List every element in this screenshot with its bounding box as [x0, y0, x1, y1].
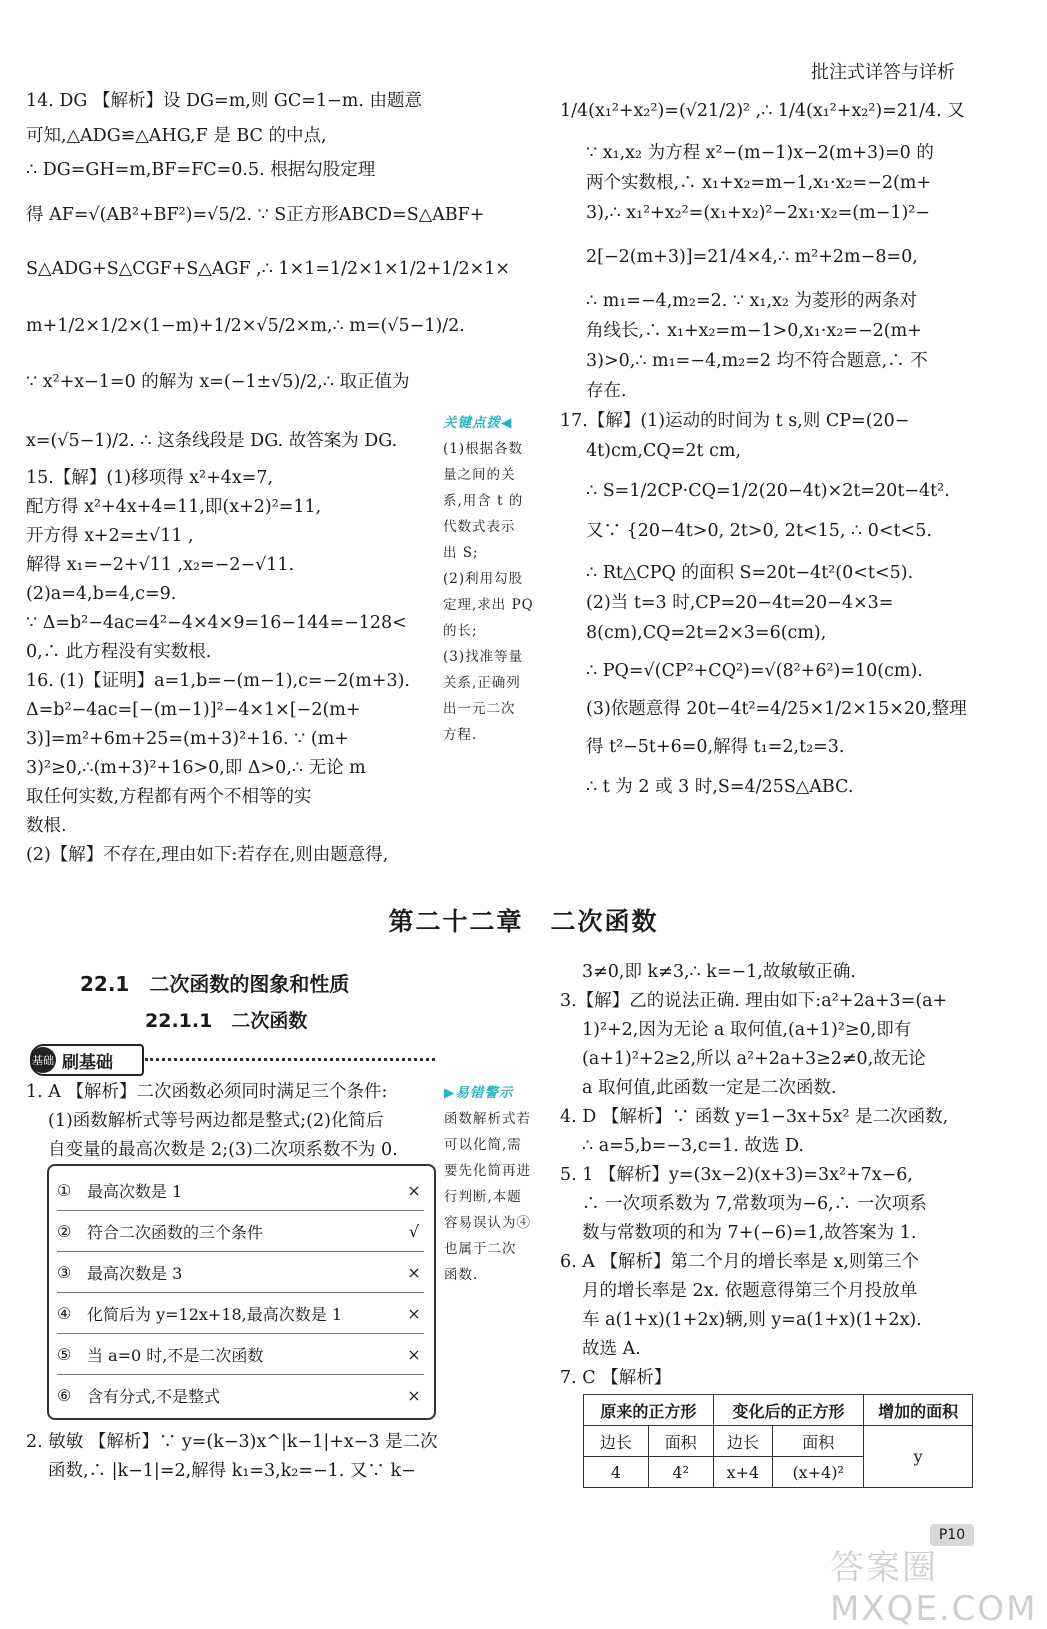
text-line: 4. D 【解析】∵ 函数 y=1−3x+5x² 是二次函数,: [560, 1107, 949, 1127]
text-line: (2)当 t=3 时,CP=20−4t=20−4×3=: [586, 593, 894, 613]
tip-line: (2)利用勾股: [443, 571, 524, 587]
text-line: 数与常数项的和为 7+(−6)=1,故答案为 1.: [582, 1223, 917, 1243]
text-line: 7. C 【解析】: [560, 1368, 672, 1388]
text-line: ∴ PQ=√(CP²+CQ²)=√(8²+6²)=10(cm).: [586, 661, 923, 681]
chapter-title: 第二十二章 二次函数: [388, 907, 659, 936]
text-line: 角线长,∴ x₁+x₂=m−1>0,x₁·x₂=−2(m+: [586, 321, 922, 341]
tip-line: 出 S;: [443, 545, 479, 561]
left-column-mid: [26, 464, 436, 870]
text-line: ∴ m₁=−4,m₂=2. ∵ x₁,x₂ 为菱形的两条对: [586, 291, 917, 311]
tip-line: 要先化简再进: [444, 1163, 531, 1179]
text-line: 又∵ {20−4t>0, 2t>0, 2t<15, ∴ 0<t<5.: [586, 521, 932, 541]
table-cell: 面积: [648, 1426, 713, 1457]
tip-line: 的长;: [443, 623, 478, 639]
checklist-row: [57, 1375, 424, 1415]
table-header: 原来的正方形: [584, 1395, 714, 1426]
tip-line: (1)根据各数: [443, 441, 524, 457]
text-line: ∴ DG=GH=m,BF=FC=0.5. 根据勾股定理: [26, 160, 376, 180]
text-line: ∵ Δ=b²−4ac=4²−4×4×9=16−144=−128<: [26, 613, 407, 633]
tip-line: 代数式表示: [443, 519, 516, 535]
table-cell: x+4: [713, 1457, 773, 1488]
row-text: 含有分式,不是整式: [87, 1386, 221, 1406]
watermark: 答案圈 MXQE.COM: [830, 1548, 1038, 1629]
checklist-row: [57, 1170, 424, 1211]
text-line: 17.【解】(1)运动的时间为 t s,则 CP=(20−: [560, 411, 910, 431]
text-line: 函数,∴ |k−1|=2,解得 k₁=3,k₂=−1. 又∵ k−: [48, 1461, 416, 1481]
answer-table: [583, 1394, 973, 1488]
cross-icon: ×: [407, 1344, 421, 1364]
tip-line: 系,用含 t 的: [443, 493, 524, 509]
tip-line: 可以化简,需: [444, 1137, 522, 1153]
text-line: (1)函数解析式等号两边都是整式;(2)化简后: [48, 1111, 384, 1131]
tip-line: 容易误认为④: [444, 1215, 531, 1231]
table-cell: y: [864, 1426, 973, 1488]
text-line: 取任何实数,方程都有两个不相等的实: [26, 787, 312, 807]
row-number: ②: [57, 1221, 72, 1241]
row-text: 化简后为 y=12x+18,最高次数是 1: [87, 1304, 343, 1324]
row-number: ⑥: [57, 1385, 72, 1405]
badge-icon: 基础: [30, 1047, 56, 1073]
text-line: 两个实数根,∴ x₁+x₂=m−1,x₁·x₂=−2(m+: [586, 173, 932, 193]
text-line: 8(cm),CQ=2t=2×3=6(cm),: [586, 623, 827, 643]
section-subtitle: 22.1.1 二次函数: [145, 1010, 308, 1032]
cross-icon: ×: [407, 1385, 421, 1405]
tip-line: 量之间的关: [443, 467, 516, 483]
text-line: 存在.: [586, 381, 627, 401]
mistake-tip-title: ▶易错警示: [444, 1085, 514, 1101]
text-line: (3)依题意得 20t−4t²=4/25×1/2×15×20,整理: [586, 699, 967, 719]
text-line: ∴ S=1/2CP·CQ=1/2(20−4t)×2t=20t−4t².: [586, 481, 950, 501]
table-cell: (x+4)²: [773, 1457, 864, 1488]
text-line: ∵ x₁,x₂ 为方程 x²−(m−1)x−2(m+3)=0 的: [586, 143, 934, 163]
text-line: 1. A 【解析】二次函数必须同时满足三个条件:: [26, 1082, 388, 1102]
text-line: 0,∴ 此方程没有实数根.: [26, 642, 212, 662]
text-line: 自变量的最高次数是 2;(3)二次项系数不为 0.: [48, 1140, 398, 1160]
row-number: ③: [57, 1262, 72, 1282]
text-line: 3)²≥0,∴(m+3)²+16>0,即 Δ>0,∴ 无论 m: [26, 758, 366, 778]
text-line: 3),∴ x₁²+x₂²=(x₁+x₂)²−2x₁·x₂=(m−1)²−: [586, 203, 930, 223]
left-column-bottom: [26, 1078, 436, 1165]
table-cell: 4²: [648, 1457, 713, 1488]
text-line: (a+1)²+2≥2,所以 a²+2a+3≥2≠0,故无论: [582, 1049, 926, 1069]
table-header: 变化后的正方形: [713, 1395, 864, 1426]
table-cell: 边长: [584, 1426, 649, 1457]
text-line: 数根.: [26, 816, 67, 836]
text-line: 15.【解】(1)移项得 x²+4x=7,: [26, 468, 274, 488]
text-line: 3.【解】乙的说法正确. 理由如下:a²+2a+3=(a+: [560, 991, 948, 1011]
text-line: ∴ Rt△CPQ 的面积 S=20t−4t²(0<t<5).: [586, 563, 914, 583]
tip-line: 定理,求出 PQ: [443, 597, 534, 613]
left-column-end: [26, 1428, 436, 1486]
text-line: 得 t²−5t+6=0,解得 t₁=2,t₂=3.: [586, 737, 845, 757]
dotted-divider: [145, 1058, 435, 1061]
table-cell: 面积: [773, 1426, 864, 1457]
cross-icon: ×: [407, 1180, 421, 1200]
table-cell: 边长: [713, 1426, 773, 1457]
text-line: 16. (1)【证明】a=1,b=−(m−1),c=−2(m+3).: [26, 671, 410, 691]
checklist-row: [57, 1211, 424, 1252]
text-line: 得 AF=√(AB²+BF²)=√5/2. ∵ S正方形ABCD=S△ABF+: [26, 204, 485, 225]
row-text: 当 a=0 时,不是二次函数: [87, 1345, 264, 1365]
text-line: 解得 x₁=−2+√11 ,x₂=−2−√11.: [26, 555, 295, 575]
badge-label: 刷基础: [62, 1052, 113, 1073]
tip-line: (3)找准等量: [443, 649, 524, 665]
key-tip: [443, 410, 555, 748]
tip-line: 也属于二次: [444, 1241, 517, 1257]
text-line: 开方得 x+2=±√11 ,: [26, 526, 194, 546]
text-line: ∴ t 为 2 或 3 时,S=4/25S△ABC.: [586, 777, 854, 797]
check-icon: √: [408, 1221, 420, 1241]
text-line: (2)a=4,b=4,c=9.: [26, 584, 177, 604]
table-header: 增加的面积: [864, 1395, 973, 1426]
key-tip-title: 关键点拨◀: [443, 415, 513, 431]
text-line: 14. DG 【解析】设 DG=m,则 GC=1−m. 由题意: [26, 91, 422, 111]
text-line: (2)【解】不存在,理由如下:若存在,则由题意得,: [26, 845, 389, 865]
text-line: 2[−2(m+3)]=21/4×4,∴ m²+2m−8=0,: [586, 247, 918, 267]
table-cell: 4: [584, 1457, 649, 1488]
checklist-row: [57, 1334, 424, 1375]
row-text: 符合二次函数的三个条件: [87, 1222, 264, 1242]
text-line: 月的增长率是 2x. 依题意得第三个月投放单: [582, 1281, 918, 1301]
checklist-row: [57, 1293, 424, 1334]
text-line: 2. 敏敏 【解析】∵ y=(k−3)x^|k−1|+x−3 是二次: [26, 1432, 438, 1452]
page-number: P10: [930, 1524, 974, 1546]
text-line: 4t)cm,CQ=2t cm,: [586, 441, 742, 461]
text-line: ∴ 一次项系数为 7,常数项为−6,∴ 一次项系: [582, 1194, 927, 1214]
text-line: 3)>0,∴ m₁=−4,m₂=2 均不符合题意,∴ 不: [586, 351, 928, 371]
text-line: 3≠0,即 k≠3,∴ k=−1,故敏敏正确.: [582, 962, 856, 982]
checklist-row: [57, 1252, 424, 1293]
basics-badge: [30, 1044, 144, 1076]
section-title: 22.1 二次函数的图象和性质: [80, 972, 350, 996]
text-line: 6. A 【解析】第二个月的增长率是 x,则第三个: [560, 1252, 919, 1272]
tip-line: 关系,正确列: [443, 675, 521, 691]
text-line: m+1/2×1/2×(1−m)+1/2×√5/2×m,∴ m=(√5−1)/2.: [26, 315, 465, 336]
row-number: ④: [57, 1303, 72, 1323]
tip-line: 方程.: [443, 727, 478, 743]
text-line: ∴ a=5,b=−3,c=1. 故选 D.: [582, 1136, 804, 1156]
tip-line: 函数.: [444, 1267, 479, 1283]
text-line: 故选 A.: [582, 1339, 641, 1359]
row-number: ⑤: [57, 1344, 72, 1364]
tip-line: 行判断,本题: [444, 1189, 522, 1205]
tip-line: 出一元二次: [443, 701, 516, 717]
right-column-bottom: [560, 958, 980, 1393]
header-title: 批注式详答与详析: [811, 62, 955, 83]
tip-line: 函数解析式若: [444, 1111, 531, 1127]
text-line: a 取何值,此函数一定是二次函数.: [582, 1078, 837, 1098]
text-line: 1)²+2,因为无论 a 取何值,(a+1)²≥0,即有: [582, 1020, 912, 1040]
right-column-top: [560, 96, 980, 802]
checklist-box: [47, 1164, 436, 1420]
text-line: 车 a(1+x)(1+2x)辆,则 y=a(1+x)(1+2x).: [582, 1310, 922, 1330]
cross-icon: ×: [407, 1262, 421, 1282]
text-line: Δ=b²−4ac=[−(m−1)]²−4×1×[−2(m+: [26, 700, 361, 720]
row-text: 最高次数是 1: [87, 1181, 183, 1201]
text-line: 1/4(x₁²+x₂²)=(√21/2)² ,∴ 1/4(x₁²+x₂²)=21/4. 又: [560, 101, 965, 121]
text-line: 配方得 x²+4x+4=11,即(x+2)²=11,: [26, 497, 322, 517]
text-line: S△ADG+S△CGF+S△AGF ,∴ 1×1=1/2×1×1/2+1/2×1×: [26, 259, 511, 279]
row-number: ①: [57, 1180, 72, 1200]
cross-icon: ×: [407, 1303, 421, 1323]
text-line: 可知,△ADG≌△AHG,F 是 BC 的中点,: [26, 125, 327, 146]
text-line: 5. 1 【解析】y=(3x−2)(x+3)=3x²+7x−6,: [560, 1165, 913, 1185]
row-text: 最高次数是 3: [87, 1263, 183, 1283]
mistake-tip: [444, 1080, 556, 1288]
text-line: x=(√5−1)/2. ∴ 这条线段是 DG. 故答案为 DG.: [26, 430, 398, 451]
text-line: ∵ x²+x−1=0 的解为 x=(−1±√5)/2,∴ 取正值为: [26, 372, 410, 392]
text-line: 3)]=m²+6m+25=(m+3)²+16. ∵ (m+: [26, 729, 349, 749]
